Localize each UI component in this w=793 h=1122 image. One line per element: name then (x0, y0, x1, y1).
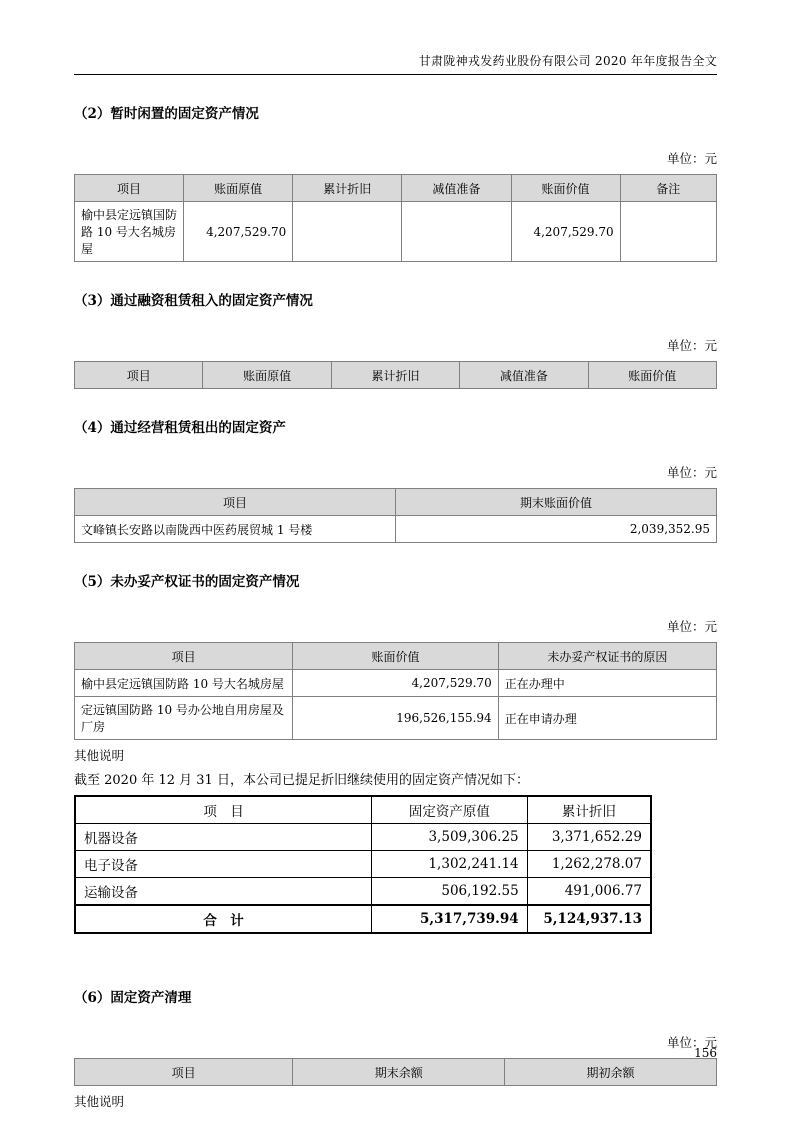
unit-label: 单位：元 (666, 465, 717, 480)
reason-cell: 正在申请办理 (498, 697, 716, 740)
table-header-row (75, 643, 717, 670)
table-header-row (75, 796, 651, 824)
value-cell: 2,039,352.95 (396, 516, 717, 543)
finance-lease-table (74, 361, 717, 389)
impairment-cell (402, 202, 511, 262)
operating-lease-table (74, 488, 717, 543)
item-cell: 机器设备 (75, 824, 372, 851)
section-2-heading: （2）暂时闲置的固定资产情况 (74, 106, 259, 122)
item-cell: 榆中县定远镇国防路 10 号大名城房屋 (75, 202, 184, 262)
depreciated-assets-intro: 截至 2020 年 12 月 31 日，本公司已提足折旧继续使用的固定资产情况如下： (74, 773, 529, 788)
note-cell (620, 202, 716, 262)
col-header-item: 项目 (75, 643, 293, 670)
col-header-impairment: 减值准备 (402, 175, 511, 202)
value-cell: 4,207,529.70 (293, 670, 498, 697)
col-header-item: 项目 (75, 1059, 293, 1086)
table-row (75, 878, 651, 906)
page-number: 156 (694, 1046, 717, 1060)
table-header-row (75, 175, 717, 202)
col-header-reason: 未办妥产权证书的原因 (498, 643, 716, 670)
section-5-heading: （5）未办妥产权证书的固定资产情况 (74, 574, 300, 590)
unit-label: 单位：元 (666, 1035, 717, 1050)
page-header (74, 52, 717, 75)
item-cell: 运输设备 (75, 878, 372, 906)
acc-depreciation-cell: 491,006.77 (527, 878, 651, 906)
table-row (75, 202, 717, 262)
table-header-row (75, 1059, 717, 1086)
depreciated-assets-table (74, 795, 652, 934)
other-note-label: 其他说明 (74, 748, 125, 763)
unit-label: 单位：元 (666, 151, 717, 166)
col-header-item: 项 目 (75, 796, 372, 824)
table-row (75, 824, 651, 851)
original-value-cell: 506,192.55 (372, 878, 528, 906)
item-cell: 文峰镇长安路以南陇西中医药展贸城 1 号楼 (75, 516, 396, 543)
col-header-book-value: 账面价值 (293, 643, 498, 670)
table-row (75, 516, 717, 543)
report-title: 甘肃陇神戎发药业股份有限公司 2020 年年度报告全文 (418, 54, 717, 68)
unit-label: 单位：元 (666, 619, 717, 634)
table-row (75, 851, 651, 878)
unit-label: 单位：元 (666, 338, 717, 353)
acc-depreciation-cell: 1,262,278.07 (527, 851, 651, 878)
total-acc-depreciation-cell: 5,124,937.13 (527, 905, 651, 933)
original-value-cell: 1,302,241.14 (372, 851, 528, 878)
book-value-cell: 4,207,529.70 (511, 202, 620, 262)
col-header-item: 项目 (75, 362, 203, 389)
item-cell: 定远镇国防路 10 号办公地自用房屋及厂房 (75, 697, 293, 740)
col-header-book-value: 账面价值 (588, 362, 716, 389)
section-3-heading: （3）通过融资租赁租入的固定资产情况 (74, 293, 313, 309)
col-header-period-begin-balance: 期初余额 (505, 1059, 717, 1086)
col-header-original-value: 账面原值 (203, 362, 331, 389)
col-header-acc-depreciation: 累计折旧 (293, 175, 402, 202)
total-label-cell: 合 计 (75, 905, 372, 933)
col-header-original-value: 固定资产原值 (372, 796, 528, 824)
no-certificate-table (74, 642, 717, 740)
col-header-period-end-balance: 期末余额 (293, 1059, 505, 1086)
col-header-acc-depreciation: 累计折旧 (527, 796, 651, 824)
value-cell: 196,526,155.94 (293, 697, 498, 740)
col-header-note: 备注 (620, 175, 716, 202)
original-value-cell: 4,207,529.70 (184, 202, 293, 262)
col-header-original-value: 账面原值 (184, 175, 293, 202)
acc-depreciation-cell: 3,371,652.29 (527, 824, 651, 851)
section-6-heading: （6）固定资产清理 (74, 990, 192, 1006)
section-4-heading: （4）通过经营租赁租出的固定资产 (74, 420, 286, 436)
item-cell: 电子设备 (75, 851, 372, 878)
col-header-period-end-book-value: 期末账面价值 (396, 489, 717, 516)
table-header-row (75, 489, 717, 516)
col-header-item: 项目 (75, 175, 184, 202)
total-row (75, 905, 651, 933)
original-value-cell: 3,509,306.25 (372, 824, 528, 851)
col-header-item: 项目 (75, 489, 396, 516)
reason-cell: 正在办理中 (498, 670, 716, 697)
other-note-label: 其他说明 (74, 1094, 125, 1109)
item-cell: 榆中县定远镇国防路 10 号大名城房屋 (75, 670, 293, 697)
table-row (75, 697, 717, 740)
idle-assets-table (74, 174, 717, 262)
col-header-book-value: 账面价值 (511, 175, 620, 202)
col-header-impairment: 减值准备 (460, 362, 588, 389)
table-row (75, 670, 717, 697)
acc-depreciation-cell (293, 202, 402, 262)
table-header-row (75, 362, 717, 389)
col-header-acc-depreciation: 累计折旧 (331, 362, 459, 389)
total-original-value-cell: 5,317,739.94 (372, 905, 528, 933)
disposal-table (74, 1058, 717, 1086)
